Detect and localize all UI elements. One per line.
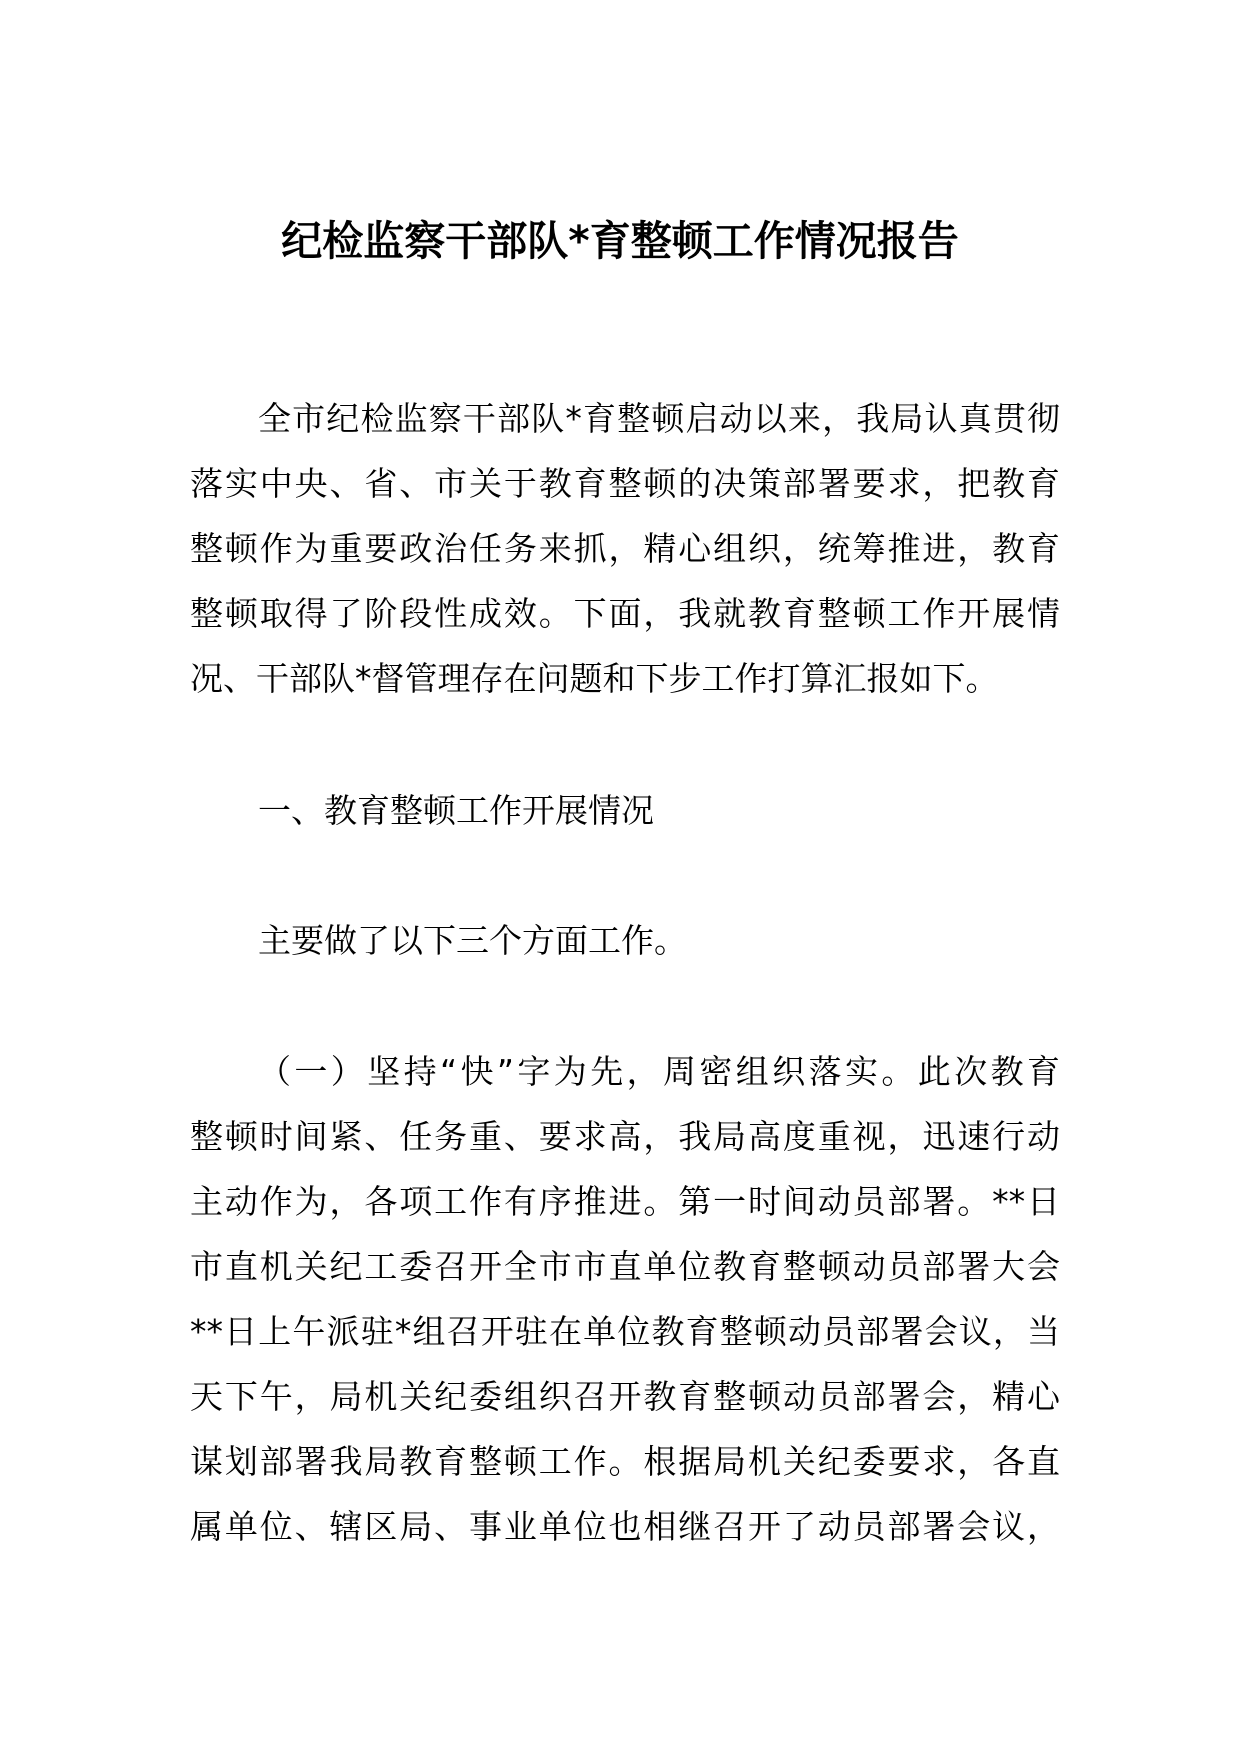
paragraph-line: 落实中央、省、市关于教育整顿的决策部署要求，把教育 <box>190 464 1060 503</box>
document-title: 纪检监察干部队*育整顿工作情况报告 <box>281 217 959 265</box>
paragraph-line: 整顿取得了阶段性成效。下面，我就教育整顿工作开展情 <box>190 594 1060 633</box>
intro-paragraph <box>190 386 1060 711</box>
paragraph-line: 况、干部队*督管理存在问题和下步工作打算汇报如下。 <box>190 659 999 698</box>
summary-line: 主要做了以下三个方面工作。 <box>258 921 687 960</box>
paragraph-line: 主动作为，各项工作有序推进。第一时间动员部署。**日 <box>190 1182 1060 1221</box>
paragraph-line: **日上午派驻*组召开驻在单位教育整顿动员部署会议，当 <box>190 1312 1060 1351</box>
section-heading-block <box>190 778 1060 843</box>
paragraph-line: 属单位、辖区局、事业单位也相继召开了动员部署会议， <box>190 1507 1060 1546</box>
paragraph-line: 全市纪检监察干部队*育整顿启动以来，我局认真贯彻 <box>258 399 1060 438</box>
paragraph-line: 天下午，局机关纪委组织召开教育整顿动员部署会，精心 <box>190 1377 1060 1416</box>
section-heading: 一、教育整顿工作开展情况 <box>258 791 654 830</box>
paragraph-line: （一）坚持“快”字为先，周密组织落实。此次教育 <box>258 1052 1060 1091</box>
paragraph-line: 整顿时间紧、任务重、要求高，我局高度重视，迅速行动 <box>190 1117 1060 1156</box>
summary-block <box>190 908 1060 973</box>
paragraph-line: 市直机关纪工委召开全市市直单位教育整顿动员部署大会 <box>190 1247 1060 1286</box>
paragraph-line: 谋划部署我局教育整顿工作。根据局机关纪委要求，各直 <box>190 1442 1060 1481</box>
subsection-paragraph <box>190 1039 1060 1559</box>
paragraph-line: 整顿作为重要政治任务来抓，精心组织，统筹推进，教育 <box>190 529 1060 568</box>
